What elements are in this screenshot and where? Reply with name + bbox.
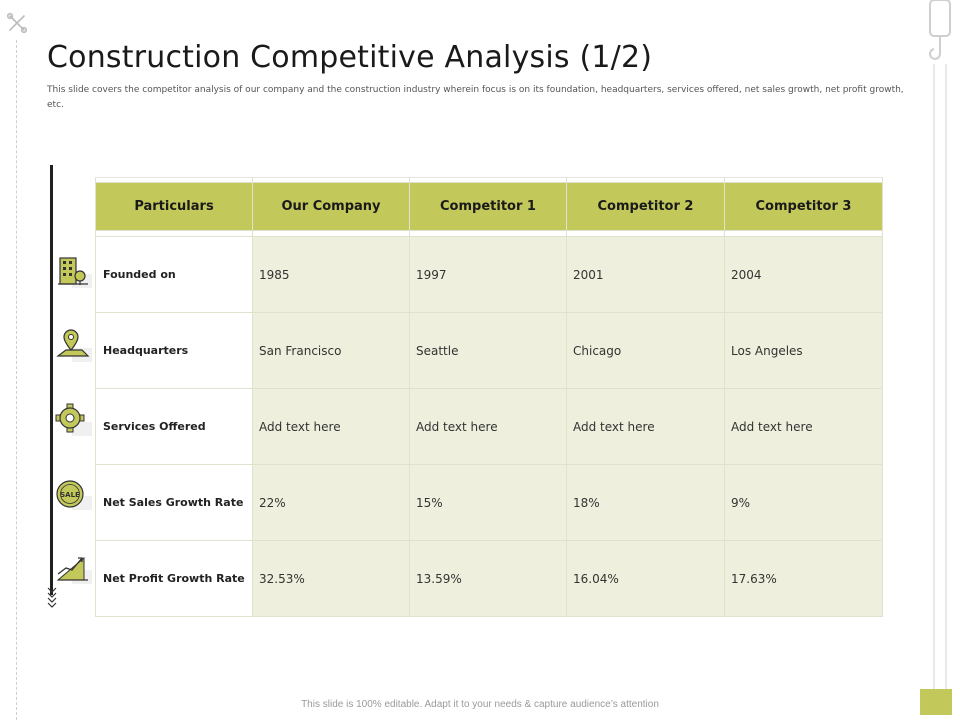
table-cell: 1997	[410, 237, 567, 313]
table-cell: 1985	[253, 237, 410, 313]
table-cell: 9%	[725, 465, 883, 541]
table-row	[96, 541, 883, 617]
header-competitor-1: Competitor 1	[410, 183, 567, 231]
table-cell: 13.59%	[410, 541, 567, 617]
sale-badge-icon	[54, 474, 94, 514]
dashed-guide-line	[16, 40, 17, 720]
table-cell: Add text here	[725, 389, 883, 465]
header-particulars: Particulars	[96, 183, 253, 231]
table-cell: Seattle	[410, 313, 567, 389]
table-row	[96, 313, 883, 389]
page-subtitle: This slide covers the competitor analysis of our company and the construction industry wherein focus is on its foundation, headquarters, services offered, net sales growth, net profit growth, etc.	[47, 85, 904, 110]
growth-chart-icon	[54, 548, 94, 588]
table-cell: Chicago	[567, 313, 725, 389]
corner-accent-box	[920, 689, 952, 715]
header-competitor-2: Competitor 2	[567, 183, 725, 231]
header-competitor-3: Competitor 3	[725, 183, 883, 231]
sale-badge-text: SALE	[60, 491, 80, 499]
table-header-row	[96, 183, 883, 231]
table-cell: 32.53%	[253, 541, 410, 617]
row-label-headquarters: Headquarters	[96, 313, 253, 389]
competitor-table	[95, 177, 883, 617]
table-cell: 2004	[725, 237, 883, 313]
building-icon	[54, 252, 94, 292]
table-cell: 15%	[410, 465, 567, 541]
tools-icon	[6, 12, 28, 34]
row-label-net-sales-growth-rate: Net Sales Growth Rate	[96, 465, 253, 541]
header-our-company: Our Company	[253, 183, 410, 231]
table-cell: Add text here	[253, 389, 410, 465]
table-cell: Los Angeles	[725, 313, 883, 389]
table-cell: 2001	[567, 237, 725, 313]
table-row	[96, 237, 883, 313]
table-cell: Add text here	[567, 389, 725, 465]
table-cell: 22%	[253, 465, 410, 541]
location-pin-icon	[54, 326, 94, 366]
row-label-founded-on: Founded on	[96, 237, 253, 313]
table-cell: 18%	[567, 465, 725, 541]
table-row	[96, 389, 883, 465]
footer-note: This slide is 100% editable. Adapt it to your needs & capture audience’s attention	[301, 699, 659, 710]
page-title: Construction Competitive Analysis (1/2)	[47, 40, 653, 75]
table-row	[96, 465, 883, 541]
table-cell: 16.04%	[567, 541, 725, 617]
table-cell: 17.63%	[725, 541, 883, 617]
gear-icon	[54, 400, 94, 440]
table-cell: Add text here	[410, 389, 567, 465]
crane-hook-icon	[920, 0, 960, 720]
row-label-services-offered: Services Offered	[96, 389, 253, 465]
row-label-net-profit-growth-rate: Net Profit Growth Rate	[96, 541, 253, 617]
table-cell: San Francisco	[253, 313, 410, 389]
timeline-line	[50, 165, 53, 595]
chevron-down-icon	[46, 586, 58, 610]
